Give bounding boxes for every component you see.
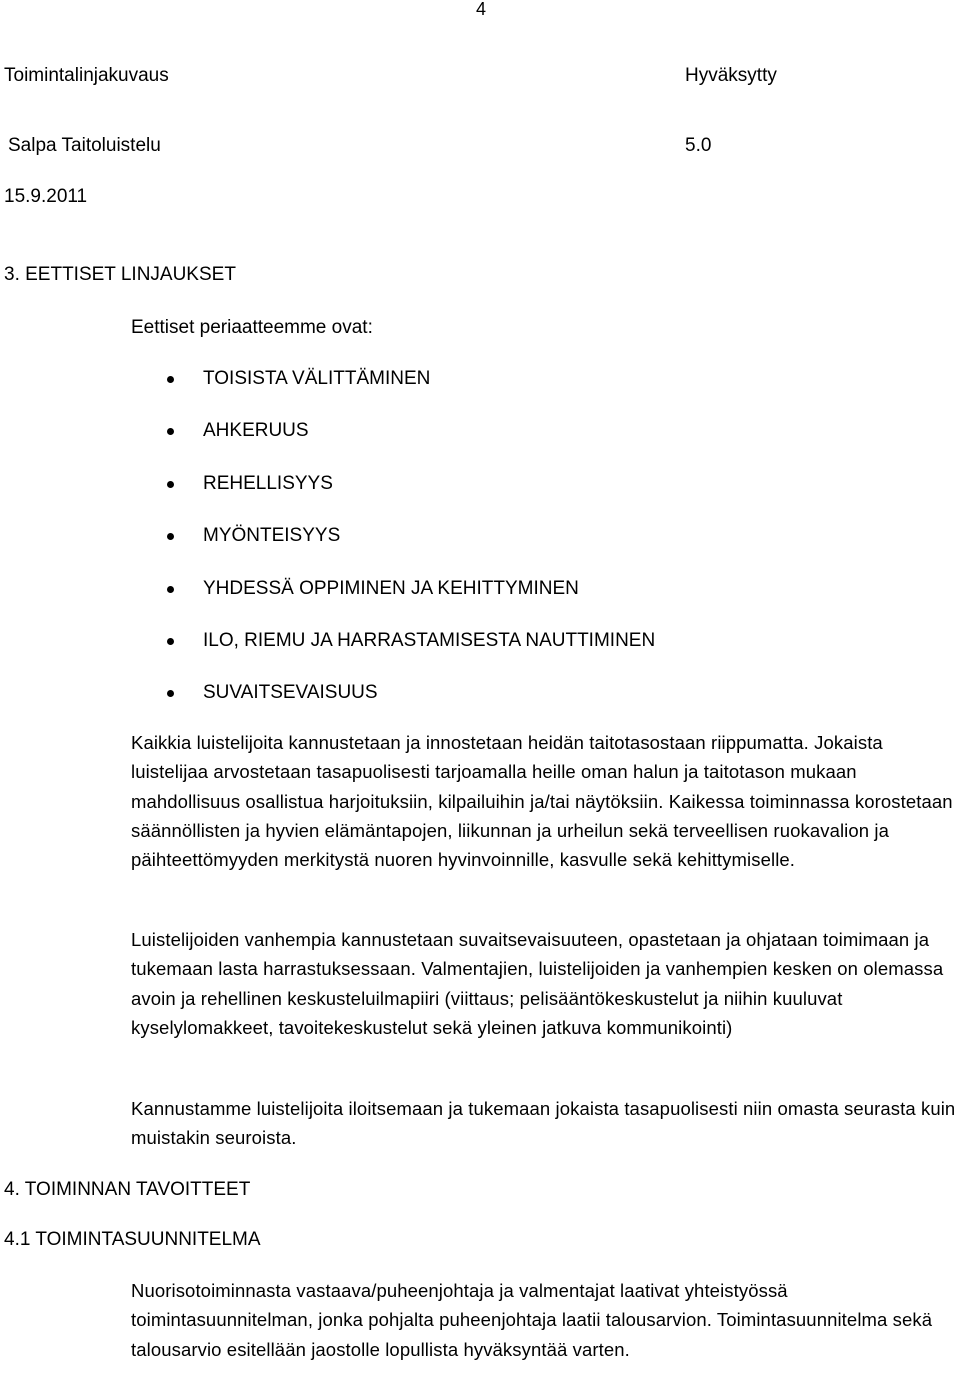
header-version: 5.0 bbox=[685, 135, 712, 156]
header-doc-type: Toimintalinjakuvaus bbox=[4, 65, 169, 86]
section-4-1-heading: 4.1 TOIMINTASUUNNITELMA bbox=[4, 1229, 261, 1250]
principle-label: AHKERUUS bbox=[203, 420, 309, 442]
bullet-icon bbox=[167, 586, 174, 593]
principles-list bbox=[167, 367, 655, 734]
bullet-icon bbox=[167, 690, 174, 697]
header-organization: Salpa Taitoluistelu bbox=[8, 135, 161, 156]
principle-label: YHDESSÄ OPPIMINEN JA KEHITTYMINEN bbox=[203, 577, 579, 599]
page-number: 4 bbox=[476, 0, 487, 19]
section-3-heading: 3. EETTISET LINJAUKSET bbox=[4, 264, 236, 285]
principles-intro: Eettiset periaatteemme ovat: bbox=[131, 317, 373, 338]
list-item bbox=[167, 524, 655, 576]
bullet-icon bbox=[167, 481, 174, 488]
header-status: Hyväksytty bbox=[685, 65, 777, 86]
paragraph-skaters: Kaikkia luistelijoita kannustetaan ja innostetaan heidän taitotasostaan riippumatta. Jokaista luistelijaa arvostetaan tasapuolisesti tarjoamalla heille oman halun ja taitotason mukaan mahdollisuus osallistua harjoituksiin, kilpailuihin ja/tai näytöksiin. Kaikessa toiminnassa korostetaan säännöllisten ja hyvien elämäntapojen, liikunnan ja urheilun sekä terveellisen ruokavalion ja päihteettömyyden merkitystä nuoren hyvinvoinnille, kasvulle sekä kehittymiselle. bbox=[131, 732, 953, 871]
section-4-heading: 4. TOIMINNAN TAVOITTEET bbox=[4, 1179, 251, 1200]
principle-label: TOISISTA VÄLITTÄMINEN bbox=[203, 368, 431, 389]
principle-label: REHELLISYYS bbox=[203, 472, 333, 494]
list-item bbox=[167, 577, 655, 629]
list-item bbox=[167, 367, 655, 419]
principle-label: MYÖNTEISYYS bbox=[203, 525, 341, 547]
bullet-icon bbox=[167, 638, 174, 645]
bullet-icon bbox=[167, 376, 174, 383]
list-item bbox=[167, 472, 655, 524]
list-item bbox=[167, 419, 655, 471]
paragraph-action-plan: Nuorisotoiminnasta vastaava/puheenjohtaja ja valmentajat laativat yhteistyössä toimintasuunnitelman, jonka pohjalta puheenjohtaja laatii talousarvion. Toimintasuunnitelma sekä talousarvio esitellään jaostolle lopullista hyväksyntää varten. bbox=[131, 1280, 933, 1360]
bullet-icon bbox=[167, 533, 174, 540]
bullet-icon bbox=[167, 428, 174, 435]
paragraph-encouragement: Kannustamme luistelijoita iloitsemaan ja tukemaan jokaista tasapuolisesti niin omasta seurasta kuin muistakin seuroista. bbox=[131, 1098, 956, 1149]
paragraph-parents: Luistelijoiden vanhempia kannustetaan suvaitsevaisuuteen, opastetaan ja ohjataan toimimaan ja tukemaan lasta harrastuksessaan. Valmentajien, luistelijoiden ja vanhempien kesken on olemassa avoin ja rehellinen keskusteluilmapiiri (viittaus; pelisääntökeskustelut ja niihin kuuluvat kyselylomakkeet, tavoitekeskustelut sekä yleinen jatkuva kommunikointi) bbox=[131, 929, 944, 1038]
principle-label: SUVAITSEVAISUUS bbox=[203, 682, 378, 704]
list-item bbox=[167, 681, 655, 733]
principle-label: ILO, RIEMU JA HARRASTAMISESTA NAUTTIMINEN bbox=[203, 629, 656, 651]
header-date: 15.9.2011 bbox=[4, 186, 88, 207]
list-item bbox=[167, 629, 655, 681]
